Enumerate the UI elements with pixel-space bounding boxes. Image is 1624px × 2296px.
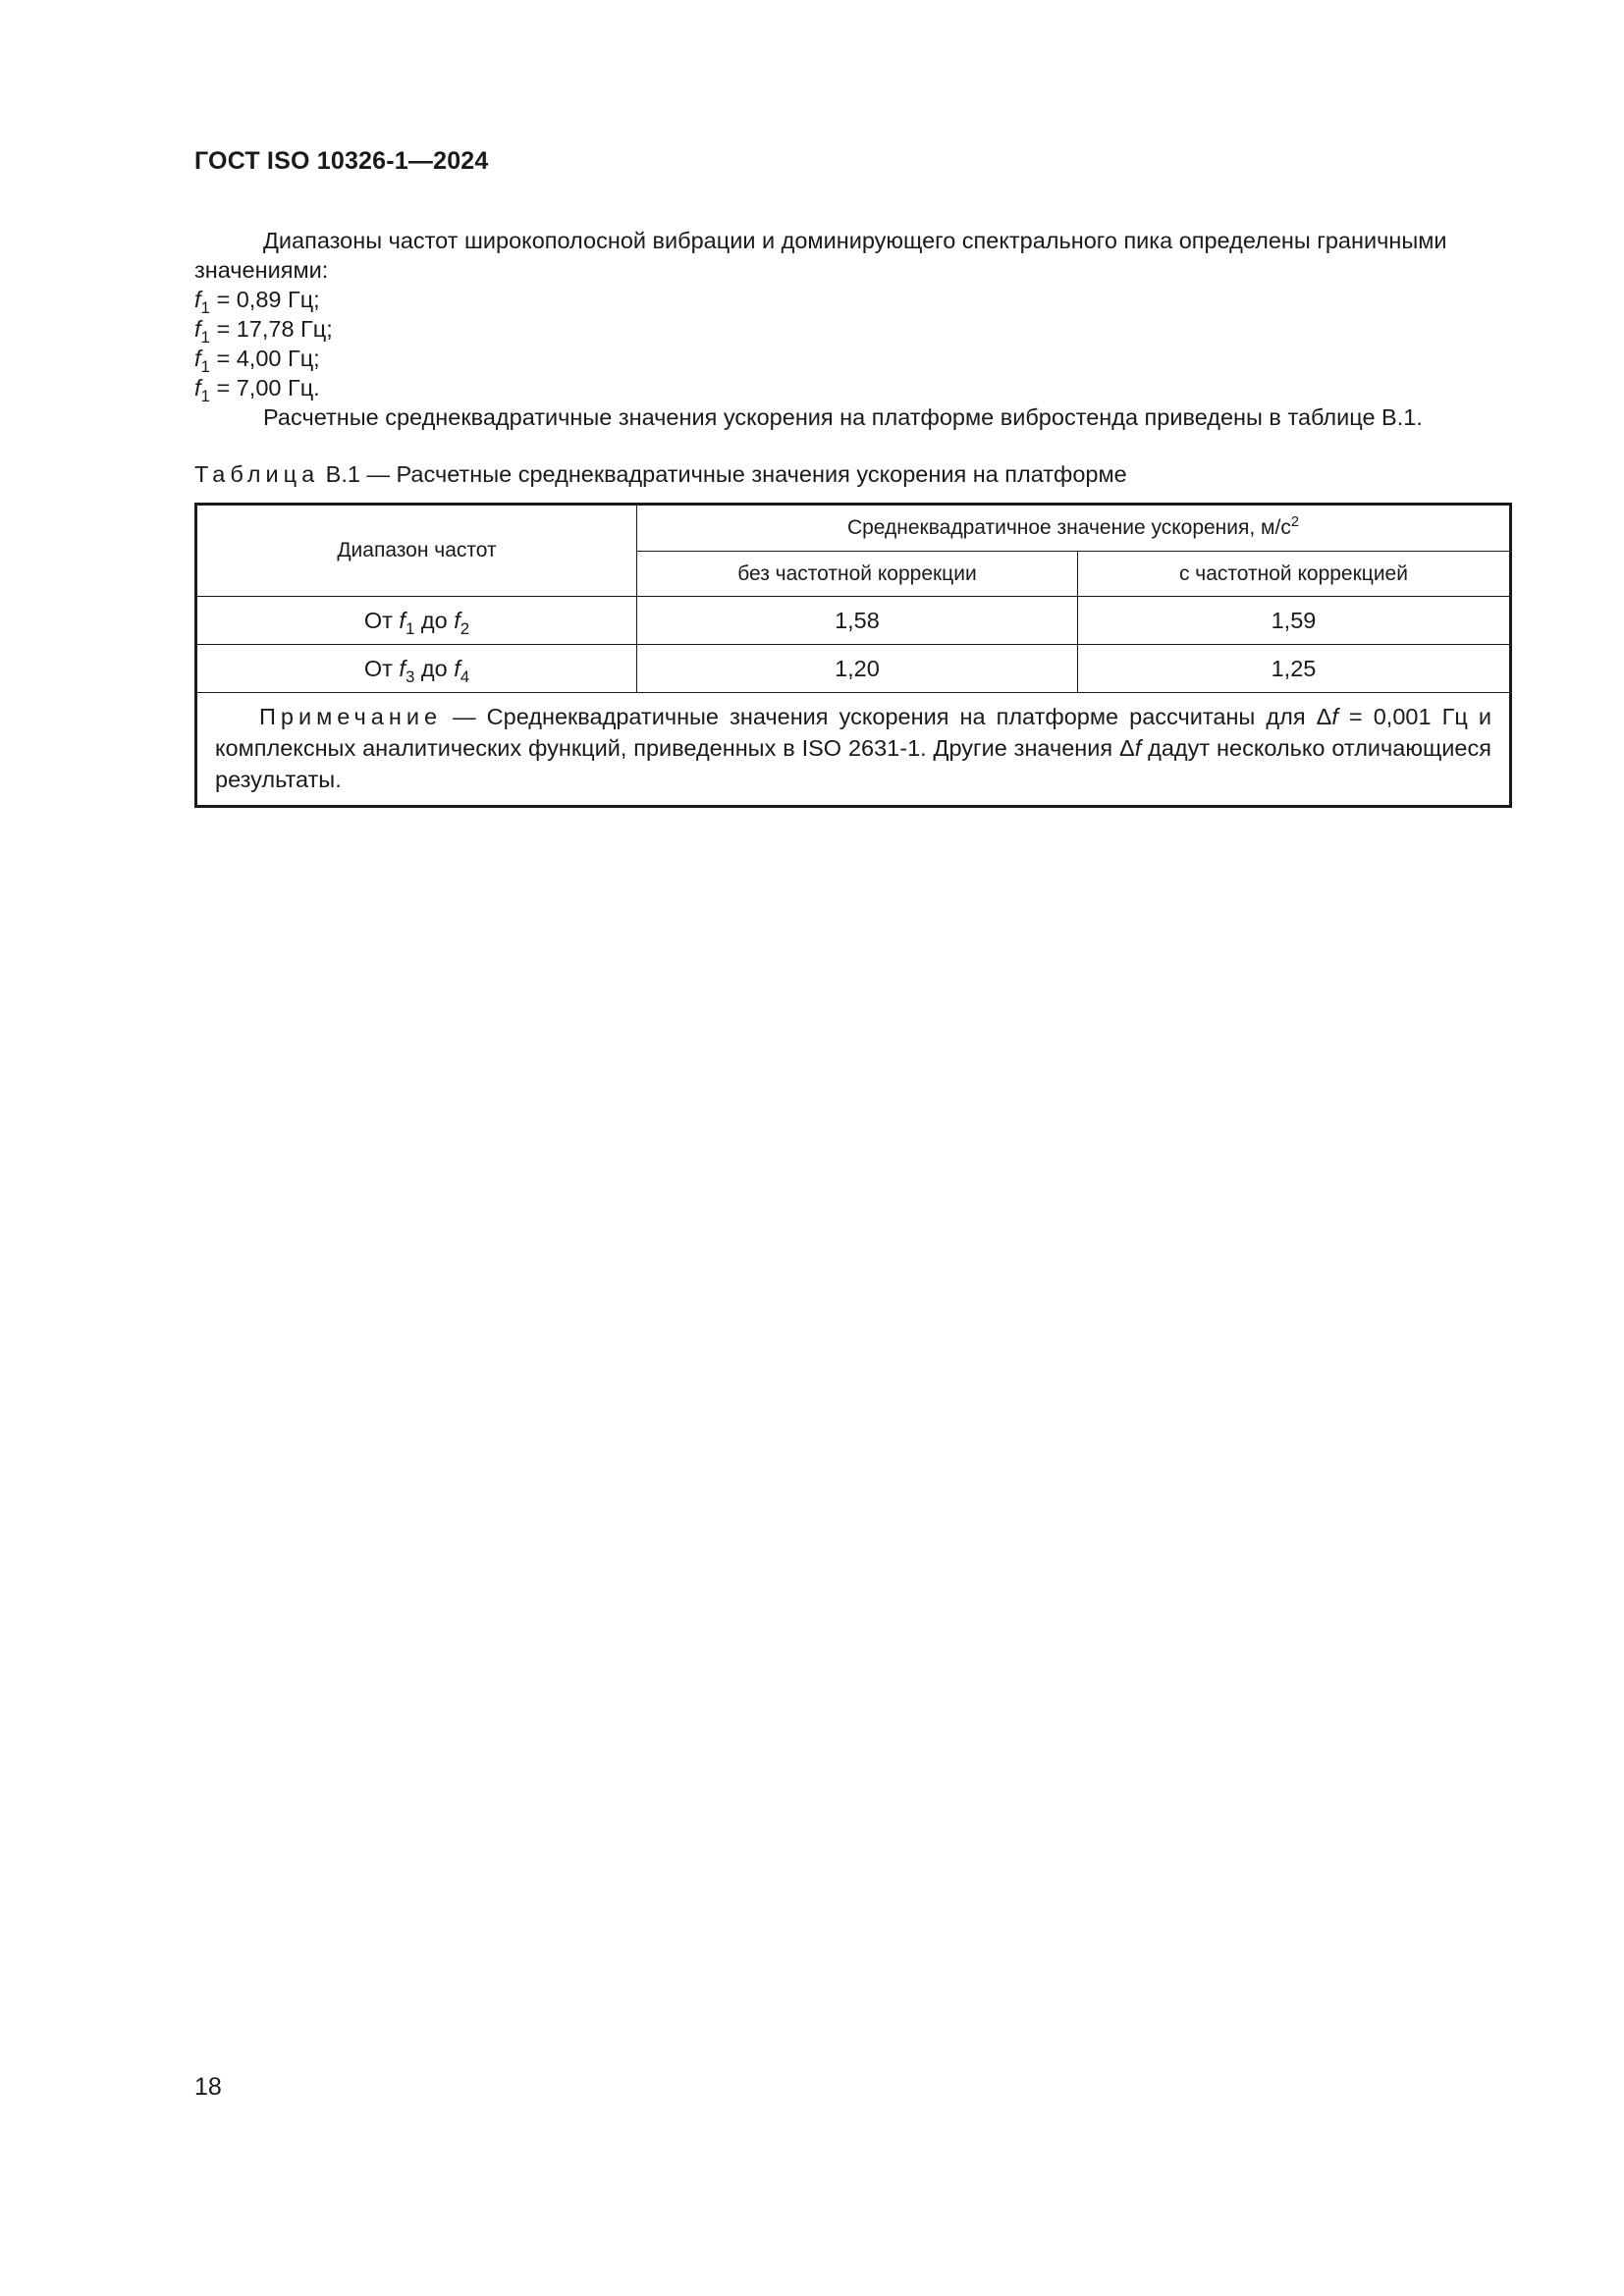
document-header: ГОСТ ISO 10326-1—2024 xyxy=(194,147,489,175)
formula-symbol: f xyxy=(194,346,201,371)
note-lead: Примечание xyxy=(259,704,443,729)
range-symbol: f xyxy=(454,655,460,681)
table-row xyxy=(196,597,1511,645)
formula-value: = 7,00 Гц. xyxy=(209,375,320,400)
table-note xyxy=(196,693,1511,807)
table-caption-lead: Таблица xyxy=(194,461,320,487)
cell-frequency-range xyxy=(196,645,637,693)
page-number: 18 xyxy=(194,2073,222,2101)
table-row xyxy=(196,645,1511,693)
cell-frequency-range xyxy=(196,597,637,645)
range-subscript: 2 xyxy=(460,618,470,638)
intro-section xyxy=(194,226,1510,432)
note-text: = 0,001 Гц и комплексных аналитических функций, приведенных в ISO 2631-1. Другие значения Δ xyxy=(215,704,1491,761)
cell-with-correction: 1,25 xyxy=(1077,645,1510,693)
formula-subscript: 1 xyxy=(200,327,210,347)
formula-symbol: f xyxy=(194,287,201,312)
header-rms-superscript: 2 xyxy=(1290,513,1299,530)
note-symbol: f xyxy=(1331,704,1338,729)
cell-no-correction: 1,20 xyxy=(636,645,1077,693)
formula-subscript: 1 xyxy=(200,386,210,405)
range-joiner: до xyxy=(414,607,455,633)
formula-symbol: f xyxy=(194,316,201,342)
range-symbol: f xyxy=(399,655,406,681)
header-with-correction: с частотной коррекцией xyxy=(1077,552,1510,597)
note-text: — Среднеквадратичные значения ускорения на платформе рассчитаны для Δ xyxy=(442,704,1332,729)
range-prefix: От xyxy=(363,607,400,633)
header-frequency-range: Диапазон частот xyxy=(196,505,637,597)
cell-with-correction: 1,59 xyxy=(1077,597,1510,645)
formula-line xyxy=(194,314,1510,347)
formula-subscript: 1 xyxy=(200,356,210,376)
range-symbol: f xyxy=(454,607,460,633)
range-joiner: до xyxy=(414,655,455,681)
formula-value: = 0,89 Гц; xyxy=(209,287,320,312)
table-note-row xyxy=(196,693,1511,807)
range-subscript: 4 xyxy=(460,667,470,686)
header-no-correction: без частотной коррекции xyxy=(636,552,1077,597)
table-header-row xyxy=(196,505,1511,552)
formula-symbol: f xyxy=(194,375,201,400)
range-prefix: От xyxy=(363,655,400,681)
table-caption-text: В.1 — Расчетные среднеквадратичные значения ускорения на платформе xyxy=(319,461,1127,487)
table-caption xyxy=(194,459,1127,489)
acceleration-table xyxy=(194,503,1512,808)
formula-value: = 4,00 Гц; xyxy=(209,346,320,371)
note-text: дадут несколько отличающиеся результаты. xyxy=(215,735,1491,792)
formula-value: = 17,78 Гц; xyxy=(209,316,333,342)
intro-closing: Расчетные среднеквадратичные значения ускорения на платформе вибростенда приведены в таблице В.1. xyxy=(263,404,1423,430)
formula-line xyxy=(194,285,1510,317)
header-rms-text: Среднеквадратичное значение ускорения, м/с xyxy=(846,516,1291,539)
cell-no-correction: 1,58 xyxy=(636,597,1077,645)
range-subscript: 3 xyxy=(405,667,415,686)
note-symbol: f xyxy=(1134,735,1142,761)
range-subscript: 1 xyxy=(405,618,415,638)
formula-subscript: 1 xyxy=(200,297,210,317)
intro-paragraph: Диапазоны частот широкополосной вибрации и доминирующего спектрального пика определены граничными значениями: xyxy=(194,228,1447,283)
range-symbol: f xyxy=(399,607,406,633)
formula-line xyxy=(194,373,1510,405)
header-rms-acceleration xyxy=(636,505,1510,552)
formula-line xyxy=(194,344,1510,376)
